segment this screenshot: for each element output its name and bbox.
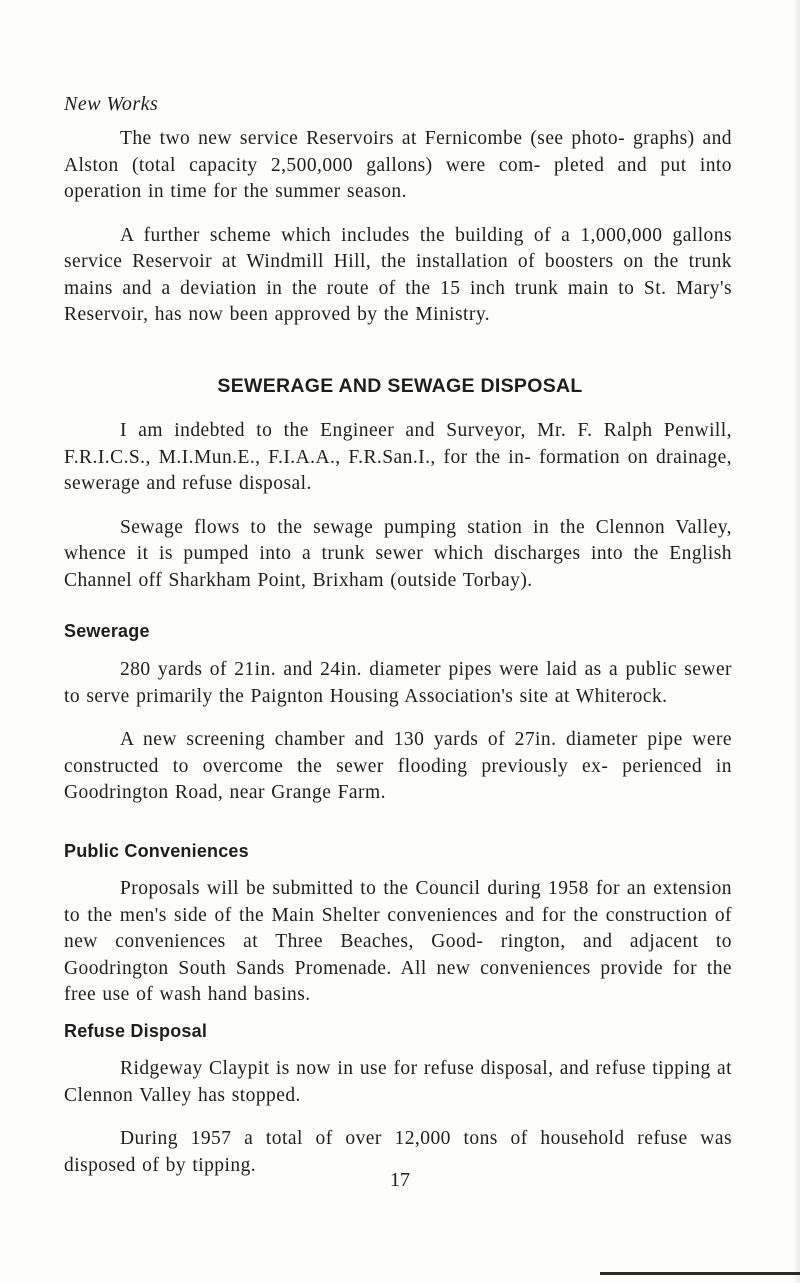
paragraph: Sewage flows to the sewage pumping station in the Clennon Valley, whence it is pumped into a trunk sewer which discharges into the English Channel off Sharkham Point, Brixham (outside Torbay).: [64, 516, 732, 591]
paragraph: 280 yards of 21in. and 24in. diameter pipes were laid as a public sewer to serve primarily the Paignton Housing Association's site at Whiterock.: [64, 659, 732, 707]
new-works-heading: New Works: [64, 93, 159, 115]
sewerage-body: [64, 657, 732, 807]
paragraph: I am indebted to the Engineer and Surveyor, Mr. F. Ralph Penwill, F.R.I.C.S., M.I.Mun.E., F.I.A.A., F.R.San.I., for the in- formation on drainage, sewerage and refuse disposal.: [64, 420, 732, 494]
paragraph: During 1957 a total of over 12,000 tons of household refuse was disposed of by tipping.: [64, 1128, 732, 1176]
page-number: 17: [390, 1169, 410, 1191]
paragraph: A new screening chamber and 130 yards of 27in. diameter pipe were constructed to overcome the sewer flooding previously ex- perienced in Goodrington Road, near Grange Farm.: [64, 729, 732, 803]
public-conveniences-body: [64, 876, 732, 1009]
sewerage-disposal-body: [64, 418, 732, 594]
refuse-disposal-body: [64, 1056, 732, 1179]
paragraph: The two new service Reservoirs at Fernicombe (see photo- graphs) and Alston (total capacity 2,500,000 gallons) were com- pleted and put into operation in time for the summer season.: [64, 128, 732, 202]
paragraph: A further scheme which includes the building of a 1,000,000 gallons service Reservoir at Windmill Hill, the installation of boosters on the trunk mains and a deviation in the route of the 15 inch trunk main to St. Mary's Reservoir, has now been approved by the Ministry.: [64, 224, 732, 325]
public-conveniences-heading: Public Conveniences: [64, 841, 249, 861]
page-edge-shadow: [792, 0, 800, 1283]
paragraph: Proposals will be submitted to the Council during 1958 for an extension to the men's side of the Main Shelter conveniences and for the construction of new conveniences at Three Beaches, Good- rington, and adjacent to Goodrington South Sands Promenade. All new conveniences provide for the free use of wash hand basins.: [64, 878, 732, 1005]
new-works-body: [64, 126, 732, 329]
sewerage-heading: Sewerage: [64, 621, 150, 641]
paragraph: Ridgeway Claypit is now in use for refuse disposal, and refuse tipping at Clennon Valley has stopped.: [64, 1058, 732, 1106]
refuse-disposal-heading: Refuse Disposal: [64, 1021, 208, 1041]
sewerage-disposal-heading: SEWERAGE AND SEWAGE DISPOSAL: [217, 375, 583, 397]
bottom-rule: [600, 1272, 800, 1275]
